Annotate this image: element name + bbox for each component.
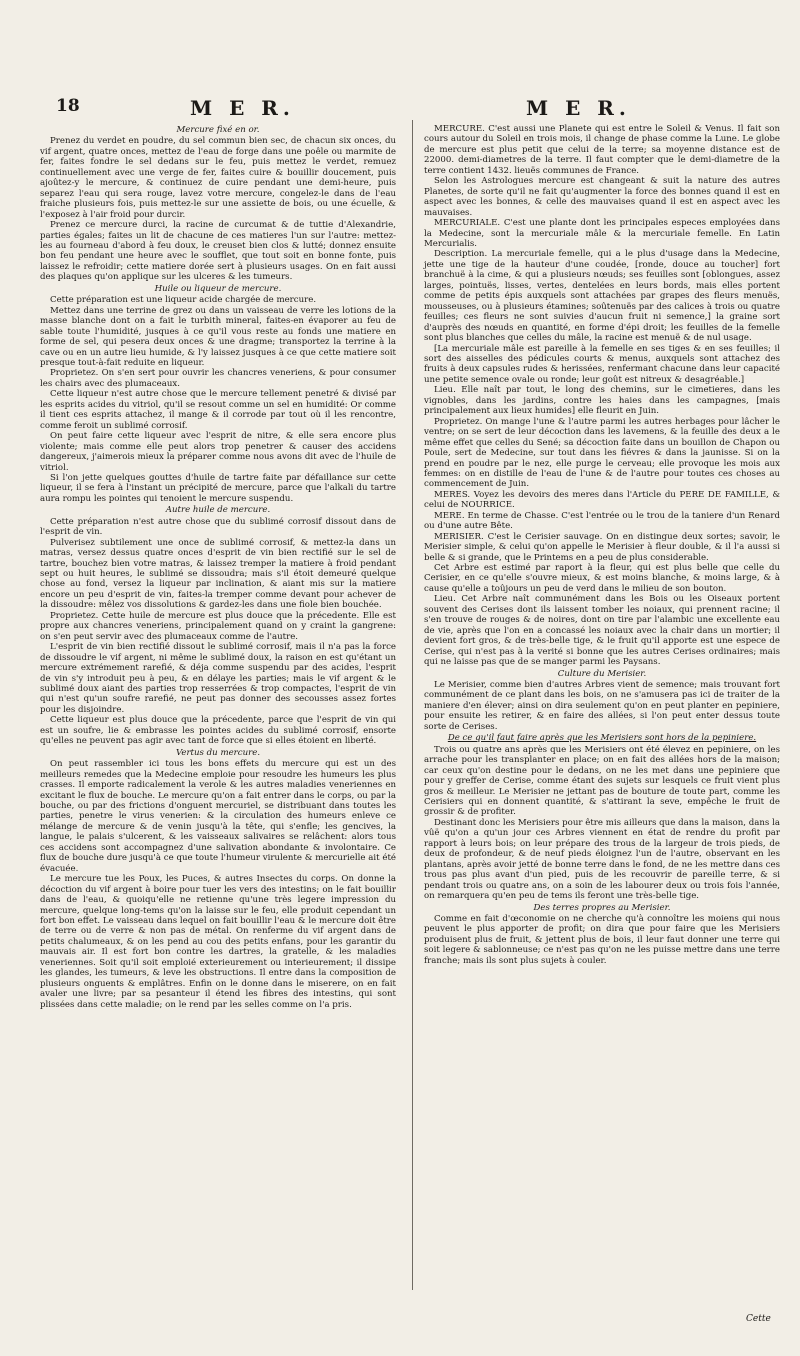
page-number: 18 xyxy=(56,96,80,116)
paragraph: [La mercuriale mâle est pareille à la femelle en ses tiges & en ses feuilles; il sort des aisselles des pédicules courts & menus, auxquels sont attachez des fruits à deux capsules rudes & herissées, renfermant chacune dans leur capacité une petite semence ovale ou ronde; leur goût est nitreux & desagréable.] xyxy=(424,343,780,385)
paragraph: Prenez ce mercure durci, la racine de curcumat & de tuttie d'Alexandrie, parties égales; faites un lit de chacune de ces matieres l'un sur l'autre: mettez-les au fourneau d'abord à feu doux, le creuset bien clos & lutté; donnez ensuite bon feu pendant une heure avec le soufflet, que tout soit en bonne fonte, puis laissez le refroidir; cette matiere dorée sert à plusieurs usages. On en fait aussi des plaques qu'on applique sur les ulceres & les tumeurs. xyxy=(40,220,396,283)
right-column xyxy=(424,124,780,966)
paragraph: Cette préparation est une liqueur acide chargée de mercure. xyxy=(50,295,317,306)
page-header xyxy=(0,96,800,126)
paragraph: Comme en fait d'œconomie on ne cherche qu'à connoître les moiens qui nous peuvent le plus apporter de profit; on dira que pour faire que les Merisiers produisent plus de fruit, & jettent plus de bois, il leur faut donner une terre qui soit legere & sablonneuse; ce n'est pas qu'on ne les puisse mettre dans une terre franche; mais ils sont plus sujets à couler. xyxy=(424,913,780,966)
paragraph: Trois ou quatre ans après que les Merisiers ont été élevez en pepiniere, on les arrache pour les transplanter en place; on en fait des allées hors de la maison; car ceux qu'on destine pour le dedans, on ne les met dans une pepiniere que pour y greffer de Cerise, comme étant des sujets sur lesquels ce fruit vient plus gros & meilleur. Le Merisier ne jettant pas de bouture de toute part, comme les Cerisiers qui en donnent quantité, & s'attirant la seve, empêche le fruit de grossir & de profiter. xyxy=(424,744,780,818)
section-heading: Vertus du mercure. xyxy=(175,747,261,758)
paragraph: Proprietez. On mange l'une & l'autre parmi les autres herbages pour lâcher le ventre; on se sert de leur décoction dans les lavemens, & la feuille des deux a le même effet que celles du Sené; sa décoction faite dans un bouillon de Chapon ou Poule, sert de Medecine, sur tout dans les fiévres & dans la jaunisse. Si on la prend en poudre par le nez, elle purge le cerveau; elle provoque les mois aux femmes: on en distille de l'eau de l'une & de l'autre pour toutes ces choses au commencement de Juin. xyxy=(424,416,780,490)
paragraph: Cet Arbre est estimé par raport à la fleur, qui est plus belle que celle du Cerisier, en ce qu'elle s'ouvre mieux, & est moins blanche, & moins large, & à cause qu'elle a toûjours un peu de verd dans le milieu de son bouton. xyxy=(424,563,780,594)
section-heading: Huile ou liqueur de mercure. xyxy=(154,283,282,294)
paragraph: Lieu. Elle naît par tout, le long des chemins, sur le cimetieres, dans les vignobles, dans les jardins, contre les haies dans les campagnes, [mais principalement aux lieux humides] elle fleurit en Juin. xyxy=(424,385,780,417)
paragraph: Cette liqueur n'est autre chose que le mercure tellement penetré & divisé par les esprits acides du vitriol, qu'il se resout comme un sel en humidité: Or comme il tient ces esprits attachez, il mange & il corrode par tout où il les rencontre, comme feroit un sublimé corrosif. xyxy=(40,389,396,431)
paragraph: MERCURE. C'est aussi une Planete qui est entre le Soleil & Venus. Il fait son cours autour du Soleil en trois mois, il change de phase comme la Lune. Le globe de mercure est plus petit que celui de la terre; sa moyenne distance est de 22000. demi-diametres de la terre. Il faut compter que le demi-diametre de la terre contient 1432. lieuës communes de France. xyxy=(424,124,780,176)
paragraph: Prenez du verdet en poudre, du sel commun bien sec, de chacun six onces, du vif argent, quatre onces, mettez de l'eau de forge dans une poêle ou marmite de fer, faites fondre le sel dedans sur le feu, puis mettez le verdet, remuez continuellement avec une verge de fer, faites cuire & bouillir doucement, puis ajoûtez-y le mercure, & continuez de cuire pendant une demi-heure, puis separez l'eau qui sera rouge, lavez votre mercure, congelez-le dans de l'eau fraiche plusieurs fois, puis mettez-le sur une assiette de bois, ou une écuelle, & l'exposez à l'air froid pour durcir. xyxy=(40,136,396,220)
paragraph: On peut rassembler ici tous les bons effets du mercure qui est un des meilleurs remedes que la Medecine emploie pour resoudre les humeurs les plus crasses. Il emporte radicalement la verole & les autres maladies veneriennes en excitant le flux de bouche. Le mercure qu'on a fait entrer dans le corps, ou par la bouche, ou par des frictions d'onguent mercuriel, se distribuant dans toutes les parties, penetre le virus venerien: & la circulation des humeurs enleve ce mélange de mercure & de venin jusqu'à la tête, qui s'enfle; les gencives, la langue, le palais s'ulcerent, & les vaisseaux salivaires se relâchent: alors tous ces accidens sont accompagnez d'une salivation abondante & involontaire. Ce flux de bouche dure jusqu'à ce que toute l'humeur virulente & mercurielle ait été évacuée. xyxy=(40,759,396,874)
section-heading: Mercure fixé en or. xyxy=(176,125,260,135)
section-heading: Autre huile de mercure. xyxy=(165,505,271,516)
section-heading: Culture du Merisier. xyxy=(557,668,647,679)
paragraph: Mettez dans une terrine de grez ou dans un vaisseau de verre les lotions de la masse blanche dont on a fait le turbith mineral, faites-en évaporer au feu de sable toute l'humidité, jusques à ce qu'il vous reste au fonds une matiere en forme de sel, qui pesera deux onces & une dragme; transportez la terrine à la cave ou en un autre lieu humide, & l'y laissez jusques à ce que cette matiere soit presque tout-à-fait reduite en liqueur. xyxy=(40,305,396,368)
paragraph: L'esprit de vin bien rectifié dissout le sublimé corrosif, mais il n'a pas la force de dissoudre le vif argent, ni même le sublimé doux, la raison en est qu'étant un mercure extrémement rarefié, & déja comme suspendu par des acides, l'esprit de vin s'y introduit peu à peu, & en délaye les parties; mais le vif argent & le sublimé doux aiant des parties trop resserrées & trop compactes, l'esprit de vin qui n'est qu'un soufre rarefié, ne peut pas donner des secousses assez fortes pour les disjoindre. xyxy=(40,642,396,715)
section-heading: De ce qu'il faut faire après que les Merisiers sont hors de la pepiniere. xyxy=(447,733,757,744)
paragraph: Lieu. Cet Arbre naît communément dans les Bois ou les Oiseaux portent souvent des Cerises dont ils laissent tomber les noiaux, qui prennent racine; il s'en trouve de rouges & de noires, dont on tire par l'alambic une excellente eau de vie, après que l'on en a concassé les noiaux avec la chair dans un mortier; il devient fort gros, & de très-belle tige, & le fruit qu'il apporte est une espece de Cerise, qui n'est pas à la verité si bonne que les autres Cerises ordinaires; mais qui ne laisse pas que de se manger parmi les Paysans. xyxy=(424,594,780,668)
paragraph: Cette préparation n'est autre chose que du sublimé corrosif dissout dans de l'esprit de vin. xyxy=(40,516,396,538)
paragraph: MERCURIALE. C'est une plante dont les principales especes employées dans la Medecine, sont la mercuriale mâle & la mercuriale femelle. En Latin Mercurialis. xyxy=(424,218,780,249)
paragraph: MERE. En terme de Chasse. C'est l'entrée ou le trou de la taniere d'un Renard ou d'une autre Bête. xyxy=(424,510,780,532)
section-heading: Des terres propres au Merisier. xyxy=(533,902,671,913)
paragraph: Proprietez. On s'en sert pour ouvrir les chancres veneriens, & pour consumer les chairs avec des plumaceaux. xyxy=(40,368,396,389)
running-head-left: M E R. xyxy=(190,96,295,120)
column-divider xyxy=(412,120,413,1290)
paragraph: On peut faire cette liqueur avec l'esprit de nitre, & elle sera encore plus violente; mais comme elle peut alors trop penetrer & causer des accidens dangereux, j'aimerois mieux la préparer comme nous avons dit avec de l'huile de vitriol. xyxy=(40,431,396,473)
paragraph: Destinant donc les Merisiers pour être mis ailleurs que dans la maison, dans la vûë qu'on a qu'un jour ces Arbres viennent en état de rendre du profit par rapport à leurs bois; on leur prépare des trous de la largeur de trois pieds, de deux de profondeur, & de neuf pieds éloignez l'un de l'autre, observant en les plantans, après avoir jetté de bonne terre dans le fond, de ne les mettre dans ces trous pas plus avant d'un pied, puis de les recouvrir de pareille terre, & si pendant trois ou quatre ans, on a soin de les labourer deux ou trois fois l'année, on remarquera qu'en peu de tems ils feront une très-belle tige. xyxy=(424,817,780,902)
paragraph: Si l'on jette quelques gouttes d'huile de tartre faite par défaillance sur cette liqueur, il se fera à l'instant un précipité de mercure, parce que l'alkali du tartre aura rompu les pointes qui tenoient le mercure suspendu. xyxy=(40,472,396,504)
paragraph: MERES. Voyez les devoirs des meres dans l'Article du PERE DE FAMILLE, & celui de NOURRICE. xyxy=(424,489,780,511)
paragraph: Cette liqueur est plus douce que la précedente, parce que l'esprit de vin qui est un soufre, lie & embrasse les pointes acides du sublimé corrosif, ensorte qu'elles ne peuvent pas agir avec tant de force que si elles étoient en liberté. xyxy=(40,715,396,747)
paragraph: MERISIER. C'est le Cerisier sauvage. On en distingue deux sortes; savoir, le Merisier simple, & celui qu'on appelle le Merisier à fleur double, & il l'a aussi si belle & si grande, que le Printems en a peu de plus considerable. xyxy=(424,531,780,563)
paragraph: Proprietez. Cette huile de mercure est plus douce que la précedente. Elle est propre aux chancres veneriens, principalement quand on y craint la gangrene: on s'en peut servir avec des plumaceaux comme de l'autre. xyxy=(40,610,396,642)
paragraph: Le mercure tue les Poux, les Puces, & autres Insectes du corps. On donne la décoction du vif argent à boire pour tuer les vers des intestins; on le fait bouillir dans de l'eau, & quoiqu'elle ne retienne qu'une très legere impression du mercure, quelque long-tems qu'on la laisse sur le feu, elle produit cependant un fort bon effet. Le vaisseau dans lequel on fait bouillir l'eau & le mercure doit être de terre ou de verre & non pas de métal. On renferme du vif argent dans de petits chalumeaux, & on les pend au cou des petits enfans, pour les garantir du mauvais air. Il est fort bon contre les dartres, la gratelle, & les maladies veneriennes. Soit qu'il soit emploié exterieurement ou interieurement; il dissipe les glandes, les tumeurs, & leve les obstructions. Il entre dans la composition de plusieurs onguents & emplâtres. Enfin on le donne dans le miserere, on en fait avaler une livre; par sa pesanteur il étend les fibres des intestins, qui sont plissées dans cette maladie; on le rend par les selles comme on l'a pris. xyxy=(40,874,396,1010)
running-head-right: M E R. xyxy=(526,96,631,120)
left-column xyxy=(40,124,396,1010)
catchword: Cette xyxy=(746,1314,771,1324)
paragraph: Le Merisier, comme bien d'autres Arbres vient de semence; mais trouvant fort communément de ce plant dans les bois, on ne s'amusera pas ici de traiter de la maniere d'en élever; ainsi on dira seulement qu'on en peut planter en pepiniere, pour ensuite les retirer, & en faire des allées, si l'on peut enter dessus toute sorte de Cerises. xyxy=(424,680,780,732)
paragraph: Description. La mercuriale femelle, qui a le plus d'usage dans la Medecine, jette une tige de la hauteur d'une coudée, [ronde, douce au toucher] fort branchuë à la cime, & qui a plusieurs nœuds; ses feuilles sont [oblongues, assez larges, pointuës, lisses, vertes, dentelées en leurs bords, mais elles portent comme de petits épis auxquels sont attachées par grapes des fleurs menuës, mousseuses, ou à plusieurs étamines; soûtenuës par des calices à trois ou quatre feuilles; ces fleurs ne sont suivies d'aucun fruit ni semence,] la graine sort d'auprès des nœuds en quantité, en forme d'épi droit; les feuilles de la femelle sont plus blanches que celles du mâle, la racine est menuë & de nul usage. xyxy=(424,249,780,344)
paragraph: Pulverisez subtilement une once de sublimé corrosif, & mettez-la dans un matras, versez dessus quatre onces d'esprit de vin bien rectifié sur le sel de tartre, bouchez bien votre matras, & laissez tremper la matiere à froid pendant sept ou huit heures, le sublimé se dissoudra; mais s'il étoit demeuré quelque chose au fond, versez la liqueur par inclination, & aiant mis sur la matiere encore un peu d'esprit de vin, faites-la tremper comme devant pour achever de la dissoudre: mêlez vos dissolutions & gardez-les dans une fiole bien bouchée. xyxy=(40,537,396,611)
paragraph: Selon les Astrologues mercure est changeant & suit la nature des autres Planetes, de sorte qu'il ne fait qu'augmenter la force des bonnes quand il est en aspect avec les bonnes, & celle des mauvaises quand il est en aspect avec les mauvaises. xyxy=(424,176,780,218)
